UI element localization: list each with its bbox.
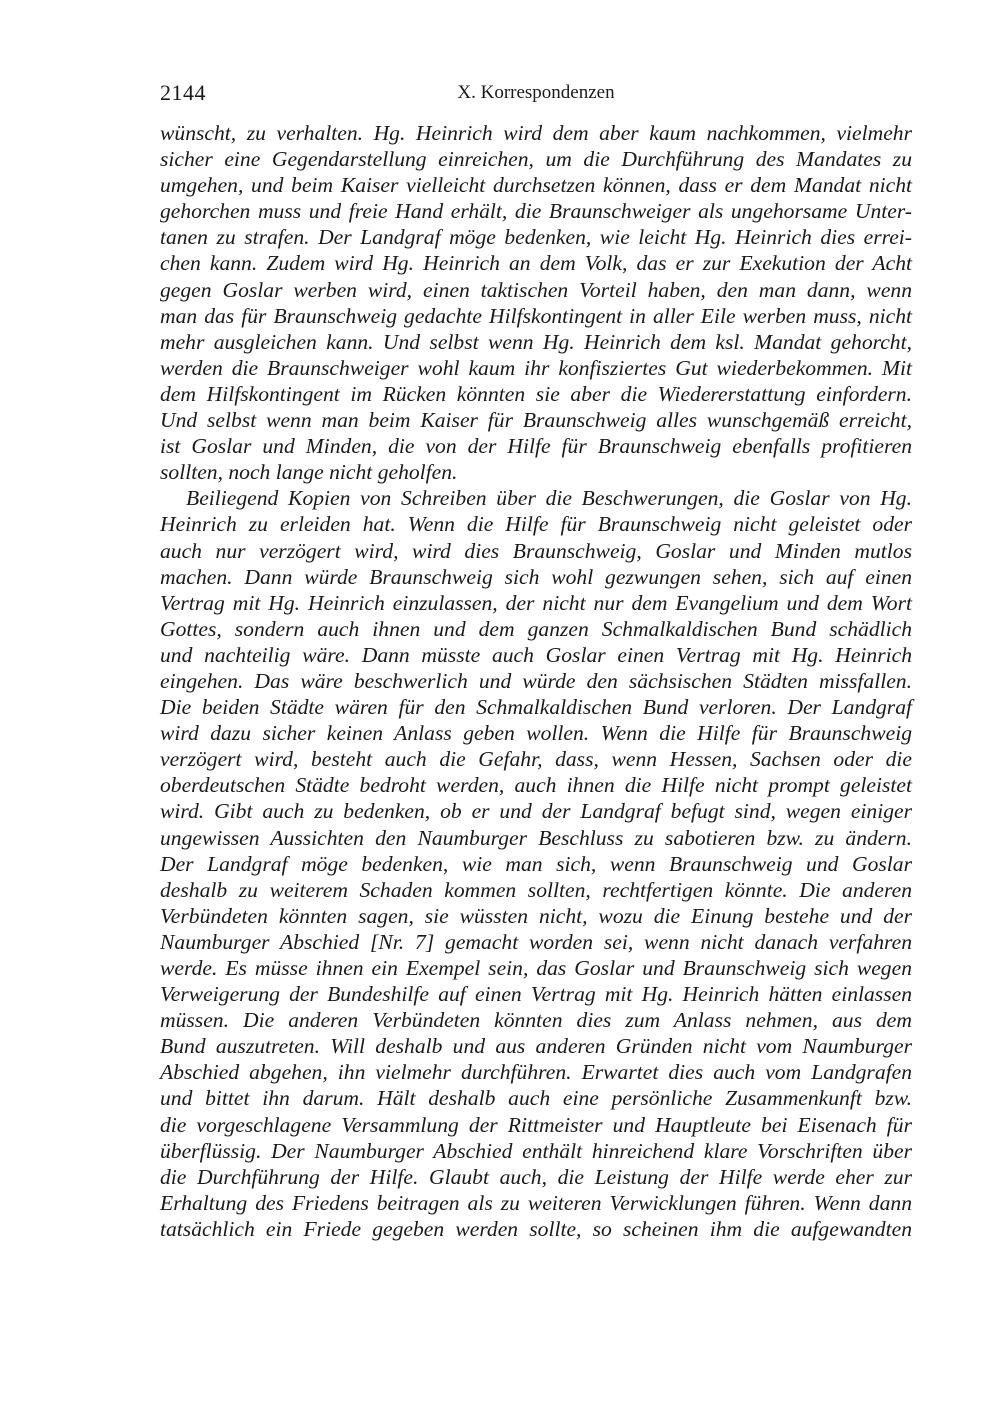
text-line: die vorgeschlagene Versammlung der Rittmeister und Hauptleute bei Eisenach für — [160, 1112, 912, 1137]
paragraph-1 — [160, 120, 912, 485]
text-line: tatsächlich ein Friede gegeben werden sollte, so scheinen ihm die aufgewandten — [160, 1216, 912, 1241]
page-number: 2144 — [160, 80, 206, 105]
text-line: Beiliegend Kopien von Schreiben über die Beschwerungen, die Goslar von Hg. — [186, 486, 912, 511]
text-line: Abschied abgehen, ihn vielmehr durchführen. Erwartet dies auch vom Landgrafen — [160, 1060, 912, 1085]
text-line: Bund auszutreten. Will deshalb und aus anderen Gründen nicht vom Naumburger — [160, 1034, 912, 1059]
text-line: wünscht, zu verhalten. Hg. Heinrich wird dem aber kaum nachkommen, vielmehr — [160, 121, 912, 145]
text-line: Naumburger Abschied [Nr. 7] gemacht worden sei, wenn nicht danach verfahren — [160, 929, 912, 954]
text-line: ungewissen Aussichten den Naumburger Beschluss zu sabotieren bzw. zu ändern. — [160, 825, 912, 850]
text-line: und bittet ihn darum. Hält deshalb auch eine persönliche Zusammenkunft bzw. — [160, 1086, 912, 1111]
text-line: gegen Goslar werben wird, einen taktischen Vorteil haben, den man dann, wenn — [160, 277, 912, 302]
text-line: Gottes, sondern auch ihnen und dem ganzen Schmalkaldischen Bund schädlich — [160, 616, 912, 641]
text-line: verzögert wird, besteht auch die Gefahr, dass, wenn Hessen, Sachsen oder die — [160, 747, 912, 772]
text-line: mehr ausgleichen kann. Und selbst wenn Hg. Heinrich dem ksl. Mandat gehorcht, — [160, 329, 912, 354]
text-line: machen. Dann würde Braunschweig sich wohl gezwungen sehen, sich auf einen — [160, 564, 912, 589]
text-line: gehorchen muss und freie Hand erhält, die Braunschweiger als ungehorsame Unter- — [160, 199, 912, 224]
page-header — [160, 80, 912, 110]
body-text — [160, 120, 912, 1242]
text-line: werden die Braunschweiger wohl kaum ihr konfisziertes Gut wiederbekommen. Mit — [160, 355, 912, 380]
text-line: Vertrag mit Hg. Heinrich einzulassen, der nicht nur dem Evangelium und dem Wort — [160, 590, 912, 615]
text-line: umgehen, und beim Kaiser vielleicht durchsetzen können, dass er dem Mandat nicht — [160, 173, 912, 198]
text-line: Heinrich zu erleiden hat. Wenn die Hilfe für Braunschweig nicht geleistet oder — [160, 512, 912, 537]
text-line: ist Goslar und Minden, die von der Hilfe für Braunschweig ebenfalls profitieren — [160, 434, 912, 459]
text-line: Erhaltung des Friedens beitragen als zu weiteren Verwicklungen führen. Wenn dann — [160, 1190, 912, 1215]
text-line: und nachteilig wäre. Dann müsste auch Goslar einen Vertrag mit Hg. Heinrich — [160, 642, 912, 667]
running-head: X. Korrespondenzen — [457, 82, 615, 103]
text-line: auch nur verzögert wird, wird dies Braunschweig, Goslar und Minden mutlos — [160, 538, 912, 563]
text-line: müssen. Die anderen Verbündeten könnten dies zum Anlass nehmen, aus dem — [160, 1008, 912, 1033]
text-line: Und selbst wenn man beim Kaiser für Braunschweig alles wunschgemäß erreicht, — [160, 408, 912, 433]
text-line: wird. Gibt auch zu bedenken, ob er und der Landgraf befugt sind, wegen einiger — [160, 799, 912, 824]
text-line: Verbündeten könnten sagen, sie wüssten nicht, wozu die Einung bestehe und der — [160, 903, 912, 928]
text-line: man das für Braunschweig gedachte Hilfskontingent in aller Eile werben muss, nicht — [160, 303, 912, 328]
text-line: Verweigerung der Bundeshilfe auf einen Vertrag mit Hg. Heinrich hätten einlassen — [160, 982, 912, 1007]
text-line: Die beiden Städte wären für den Schmalkaldischen Bund verloren. Der Landgraf — [160, 695, 912, 720]
text-line: überflüssig. Der Naumburger Abschied enthält hinreichend klare Vorschriften über — [160, 1138, 912, 1163]
text-line: chen kann. Zudem wird Hg. Heinrich an dem Volk, das er zur Exekution der Acht — [160, 251, 912, 276]
text-line: werde. Es müsse ihnen ein Exempel sein, das Goslar und Braunschweig sich wegen — [160, 956, 912, 980]
text-line: oberdeutschen Städte bedroht werden, auch ihnen die Hilfe nicht prompt geleistet — [160, 773, 912, 798]
text-line: deshalb zu weiterem Schaden kommen sollten, rechtfertigen könnte. Die anderen — [160, 877, 912, 902]
paragraph-2 — [160, 485, 912, 1242]
text-line: eingehen. Das wäre beschwerlich und würde den sächsischen Städten missfallen. — [160, 668, 912, 693]
text-line: dem Hilfskontingent im Rücken könnten sie aber die Wiedererstattung einfordern. — [160, 381, 912, 406]
text-line: die Durchführung der Hilfe. Glaubt auch, die Leistung der Hilfe werde eher zur — [160, 1164, 912, 1189]
text-line: Der Landgraf möge bedenken, wie man sich, wenn Braunschweig und Goslar — [160, 851, 912, 876]
text-line: tanen zu strafen. Der Landgraf möge bedenken, wie leicht Hg. Heinrich dies errei- — [160, 225, 912, 250]
text-line: sollten, noch lange nicht geholfen. — [160, 460, 458, 485]
text-line: wird dazu sicher keinen Anlass geben wollen. Wenn die Hilfe für Braunschweig — [160, 721, 912, 746]
text-line: sicher eine Gegendarstellung einreichen, um die Durchführung des Mandates zu — [160, 147, 912, 172]
